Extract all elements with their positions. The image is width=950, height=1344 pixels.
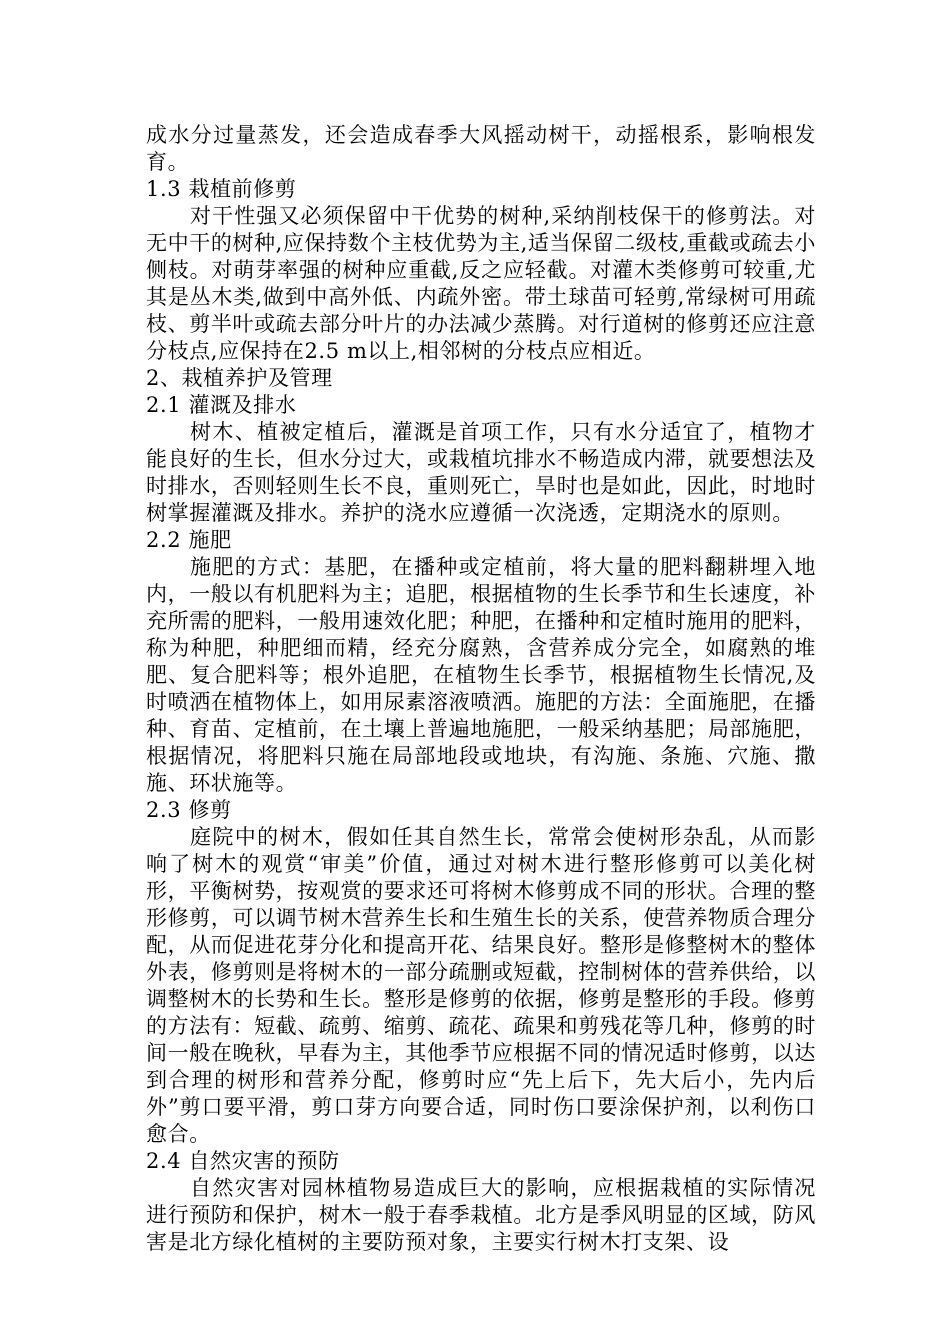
section-heading-1-3: 1.3 栽植前修剪: [146, 177, 297, 201]
paragraph-pruning: 庭院中的树木，假如任其自然生长，常常会使树形杂乱，从而影响了树木的观赏“审美”价值，通过对树木进行整形修剪可以美化树形，平衡树势，按观赏的要求还可将树木修剪成不同的形状。合理的整形修剪，可以调节树木营养生长和生殖生长的关系，使营养物质合理分配，从而促进花芽分化和提高开花、结果良好。整形是修整树木的整体外表，修剪则是将树木的一部分疏删或短截，控制树体的营养供给，以调整树木的长势和生长。整形是修剪的依据，修剪是整形的手段。修剪的方法有：短截、疏剪、缩剪、疏花、疏果和剪残花等几种，修剪的时间一般在晚秋，早春为主，其他季节应根据不同的情况适时修剪，以达到合理的树形和营养分配，修剪时应“先上后下，先大后小，先内后外”剪口要平滑，剪口芽方向要合适，同时伤口要涂保护剂，以利伤口愈合。: [146, 825, 816, 1146]
paragraph-disaster-prevention: 自然灾害对园林植物易造成巨大的影响，应根据栽植的实际情况进行预防和保护，树木一般于春季栽植。北方是季风明显的区域，防风害是北方绿化植树的主要防预对象，主要实行树木打支架、设: [146, 1176, 816, 1254]
paragraph-pruning-before-planting: 对干性强又必须保留中干优势的树种,采纳削枝保干的修剪法。对无中干的树种,应保持数个主枝优势为主,适当保留二级枝,重截或疏去小侧枝。对萌芽率强的树种应重截,反之应轻截。对灌木类修剪可较重,尤其是丛木类,做到中高外低、内疏外密。带土球苗可轻剪,常绿树可用疏枝、剪半叶或疏去部分叶片的办法减少蒸腾。对行道树的修剪还应注意分枝点,应保持在2.5 m以上,相邻树的分枝点应相近。: [146, 204, 816, 363]
section-heading-2: 2、栽植养护及管理: [146, 366, 333, 390]
paragraph-continued: 成水分过量蒸发，还会造成春季大风摇动树干，动摇根系，影响根发育。: [146, 123, 816, 174]
section-heading-2-1: 2.1 灌溉及排水: [146, 393, 297, 417]
paragraph-irrigation: 树木、植被定植后，灌溉是首项工作，只有水分适宜了，植物才能良好的生长，但水分过大，或栽植坑排水不畅造成内滞，就要想法及时排水，否则轻则生长不良，重则死亡，旱时也是如此，因此，时地时树掌握灌溉及排水。养护的浇水应遵循一次浇透，定期浇水的原则。: [146, 420, 816, 525]
section-heading-2-2: 2.2 施肥: [146, 528, 232, 552]
section-heading-2-3: 2.3 修剪: [146, 798, 232, 822]
paragraph-fertilizing: 施肥的方式：基肥，在播种或定植前，将大量的肥料翻耕埋入地内，一般以有机肥料为主；追肥，根据植物的生长季节和生长速度，补充所需的肥料，一般用速效化肥；种肥，在播种和定植时施用的肥料，称为种肥，种肥细而精，经充分腐熟，含营养成分完全，如腐熟的堆肥、复合肥料等；根外追肥，在植物生长季节，根据植物生长情况,及时喷洒在植物体上，如用尿素溶液喷洒。施肥的方法：全面施肥，在播种、育苗、定植前，在土壤上普遍地施肥，一般采纳基肥；局部施肥，根据情况，将肥料只施在局部地段或地块，有沟施、条施、穴施、撒施、环状施等。: [146, 555, 816, 795]
section-heading-2-4: 2.4 自然灾害的预防: [146, 1149, 340, 1173]
document-body: [146, 122, 816, 1256]
